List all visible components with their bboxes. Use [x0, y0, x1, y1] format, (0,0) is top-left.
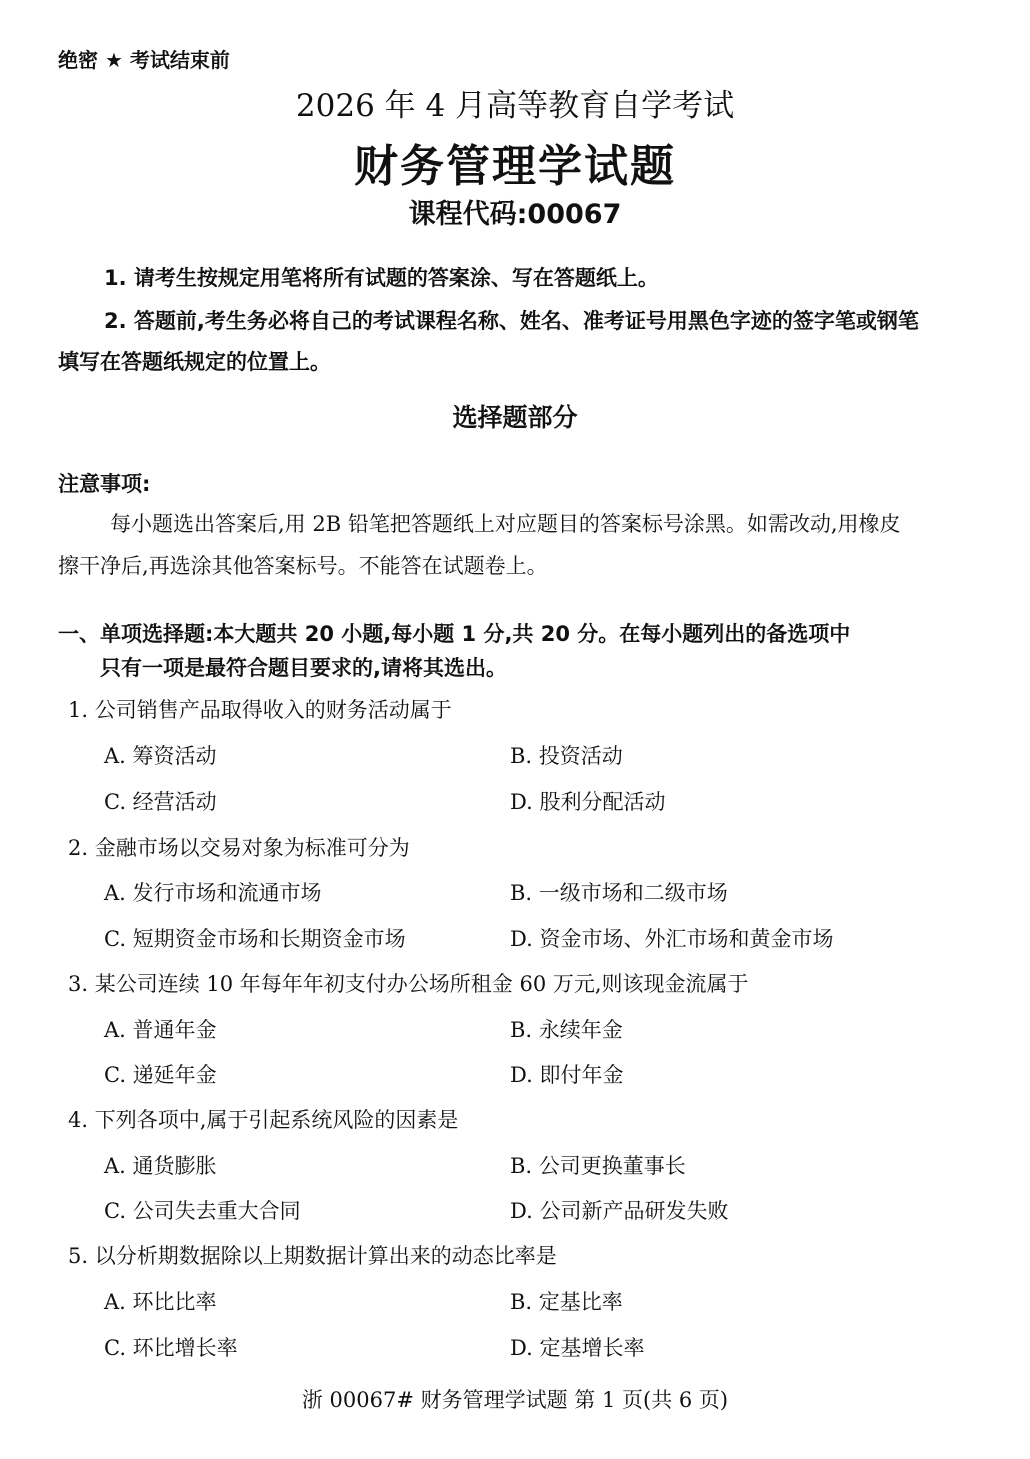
question-2-option-d: D. 资金市场、外汇市场和黄金市场: [510, 927, 834, 951]
question-2-option-b: B. 一级市场和二级市场: [510, 881, 728, 905]
question-3-option-a: A. 普通年金: [104, 1018, 217, 1042]
notice-title: 注意事项:: [58, 472, 151, 496]
question-1-option-c: C. 经营活动: [104, 790, 217, 814]
instruction-2-continued: 填写在答题纸规定的位置上。: [58, 350, 331, 374]
question-2-stem: 2. 金融市场以交易对象为标准可分为: [68, 836, 410, 860]
question-2-option-a: A. 发行市场和流通市场: [104, 881, 322, 905]
question-5-option-c: C. 环比增长率: [104, 1336, 238, 1360]
instruction-2: 2. 答题前,考生务必将自己的考试课程名称、姓名、准考证号用黑色字迹的签字笔或钢笔: [104, 309, 919, 333]
question-5-option-a: A. 环比比率: [104, 1290, 217, 1314]
question-3-option-c: C. 递延年金: [104, 1063, 217, 1087]
question-1-option-d: D. 股利分配活动: [510, 790, 666, 814]
question-1-option-a: A. 筹资活动: [104, 744, 217, 768]
exam-title: 2026 年 4 月高等教育自学考试: [295, 88, 735, 124]
question-5-option-b: B. 定基比率: [510, 1290, 623, 1314]
notice-line-2: 擦干净后,再选涂其他答案标号。不能答在试题卷上。: [58, 554, 548, 578]
question-5-stem: 5. 以分析期数据除以上期数据计算出来的动态比率是: [68, 1244, 557, 1268]
notice-line-1: 每小题选出答案后,用 2B 铅笔把答题纸上对应题目的答案标号涂黑。如需改动,用橡皮: [110, 512, 901, 536]
question-4-option-c: C. 公司失去重大合同: [104, 1199, 301, 1223]
confidential-label: 绝密 ★ 考试结束前: [58, 48, 230, 72]
question-3-option-b: B. 永续年金: [510, 1018, 623, 1042]
part-one-heading-continued: 只有一项是最符合题目要求的,请将其选出。: [100, 656, 507, 680]
question-4-option-a: A. 通货膨胀: [104, 1154, 217, 1178]
section-heading: 选择题部分: [452, 403, 578, 432]
subject-title: 财务管理学试题: [354, 141, 676, 192]
question-3-option-d: D. 即付年金: [510, 1063, 624, 1087]
question-4-stem: 4. 下列各项中,属于引起系统风险的因素是: [68, 1108, 459, 1132]
page-footer: 浙 00067# 财务管理学试题 第 1 页(共 6 页): [301, 1388, 729, 1412]
question-5-option-d: D. 定基增长率: [510, 1336, 645, 1360]
question-2-option-c: C. 短期资金市场和长期资金市场: [104, 927, 406, 951]
course-code: 课程代码:00067: [408, 199, 622, 230]
instruction-1: 1. 请考生按规定用笔将所有试题的答案涂、写在答题纸上。: [104, 266, 659, 290]
question-1-stem: 1. 公司销售产品取得收入的财务活动属于: [68, 698, 452, 722]
question-1-option-b: B. 投资活动: [510, 744, 623, 768]
question-4-option-b: B. 公司更换董事长: [510, 1154, 686, 1178]
question-4-option-d: D. 公司新产品研发失败: [510, 1199, 729, 1223]
question-3-stem: 3. 某公司连续 10 年每年年初支付办公场所租金 60 万元,则该现金流属于: [68, 972, 749, 996]
part-one-heading: 一、单项选择题:本大题共 20 小题,每小题 1 分,共 20 分。在每小题列出的备选项中: [58, 622, 851, 646]
